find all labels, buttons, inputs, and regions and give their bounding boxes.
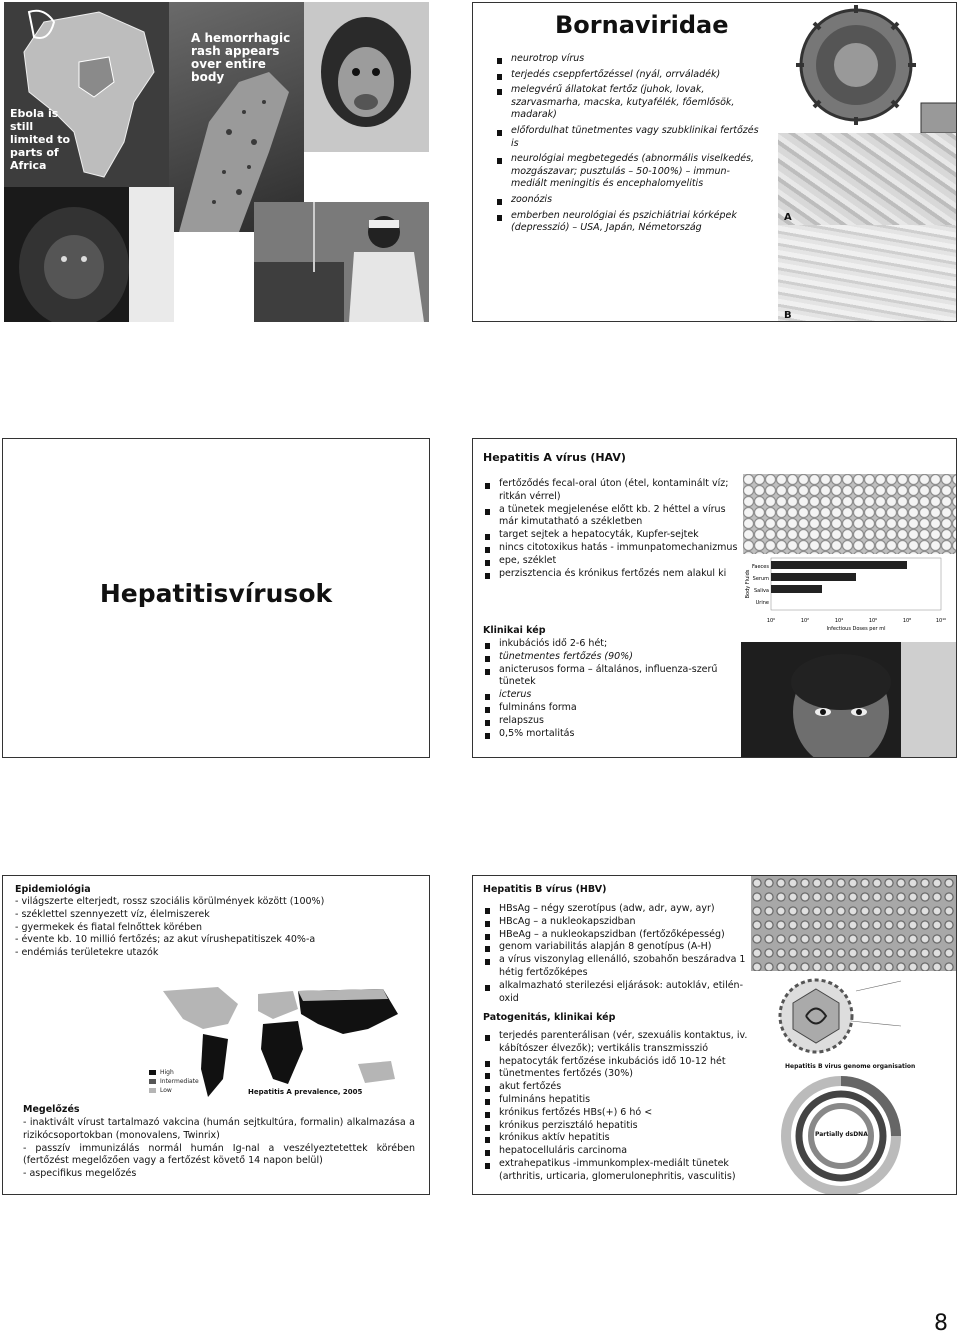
hbv-genome-diagram: [751, 1061, 957, 1195]
bullet-item: target sejtek a hepatocyták, Kupfer-sejtek: [483, 529, 741, 542]
bullet-item: melegvérű állatokat fertőz (juhok, lovak, szarvasmarha, macska, kutyafélék, főemlősök, madarak): [495, 84, 763, 122]
epi-list: [15, 896, 425, 960]
legend-item: Intermediate: [149, 1078, 199, 1085]
bullet-item: fulmináns forma: [483, 702, 741, 715]
bullet-item: krónikus fertőzés HBs(+) 6 hó <: [483, 1107, 748, 1120]
bullet-item: emberben neurológiai és pszichiátriai kórképek (depresszió) – USA, Japán, Németország: [495, 210, 763, 235]
bullet-item: HBcAg – a nukleokapszidban: [483, 916, 748, 929]
slide-title: Bornaviridae: [555, 11, 729, 39]
slide-ebola-images: [4, 2, 429, 322]
bullet-item: krónikus perzisztáló hepatitis: [483, 1120, 748, 1133]
category-label: Saliva: [753, 588, 769, 594]
x-tick-label: 10⁸: [902, 618, 912, 624]
epi-item: - évente kb. 10 millió fertőzés; az akut vírushepatitiszek 40%-a: [15, 934, 316, 946]
medical-worker-image: [254, 202, 429, 322]
bullet-item: terjedés parenterálisan (vér, szexuális kontaktus, iv. kábítószer élvezők); vertikális transzmisszió: [483, 1030, 748, 1056]
prevention-item: - aspecifikus megelőzés: [23, 1168, 137, 1180]
bullet-item: inkubációs idő 2-6 hét;: [483, 638, 741, 651]
map-caption: Ebola is still limited to parts of Africa: [10, 107, 71, 172]
x-tick-label: 10⁰: [766, 618, 776, 624]
bullet-item: hepatocyták fertőzése inkubációs idő 10-12 hét: [483, 1056, 748, 1069]
rash-caption: A hemorrhagic rash appears over entire body: [191, 31, 291, 84]
genome-circle-icon: [751, 1061, 957, 1195]
bullet-item: akut fertőzés: [483, 1081, 748, 1094]
epi-item: - endémiás területekre utazók: [15, 947, 159, 959]
slide-hepatitis-a: [472, 438, 957, 758]
x-tick-label: 10⁴: [834, 618, 844, 624]
hbv-electron-micrograph: [751, 876, 957, 971]
slide-hav-epidemiology: [2, 875, 430, 1195]
histology-image-a: [778, 133, 957, 225]
map-legend: [149, 1069, 199, 1094]
slide-bornaviridae: [472, 2, 957, 322]
icterus-patient-photo: [741, 642, 957, 758]
category-label: Urine: [755, 600, 769, 606]
slide-title: Hepatitis A vírus (HAV): [483, 451, 626, 464]
gorilla-image: [4, 187, 174, 322]
bullet-item: előfordulhat tünetmentes vagy szubklinikai fertőzés is: [495, 125, 763, 150]
hbv-bullets: [483, 903, 748, 1005]
y-axis-label: Body Fluids: [745, 569, 751, 599]
hemorrhagic-rash-image: [169, 2, 304, 232]
map-title: Hepatitis A prevalence, 2005: [248, 1088, 363, 1096]
bar: [771, 561, 907, 569]
bullet-item: extrahepatikus -immunkomplex-mediált tünetek (arthritis, urticaria, glomerulonephritis, vasculitis): [483, 1158, 748, 1184]
label-b: B: [784, 310, 792, 321]
genome-title: Hepatitis B virus genome organisation: [785, 1063, 916, 1070]
prevention-list: [23, 1117, 415, 1181]
category-label: Serum: [752, 576, 769, 582]
bullet-item: krónikus aktív hepatitis: [483, 1132, 748, 1145]
bullet-item: neurológiai megbetegedés (abnormális viselkedés, mozgászavar; pusztulás – 50-100%) – immun-mediált meningitis és encephalomyelitis: [495, 153, 763, 191]
patho-title: Patogenitás, klinikai kép: [483, 1012, 616, 1023]
africa-map-image: [4, 2, 174, 187]
bullet-item: fertőződés fecal-oral úton (étel, kontaminált víz; ritkán vérrel): [483, 478, 741, 504]
bullet-item: nincs citotoxikus hatás - immunpatomechanizmus: [483, 542, 741, 555]
slide-title: Hepatitis B vírus (HBV): [483, 884, 607, 895]
bullet-item: relapszus: [483, 715, 741, 728]
hav-bullets: [483, 478, 741, 580]
bornavirus-virion-image: [781, 3, 957, 133]
histology-image-b: [778, 225, 957, 322]
x-tick-label: 10⁶: [868, 618, 878, 624]
bullet-item: a tünetek megjelenése előtt kb. 2 héttel a vírus már kimutatható a székletben: [483, 504, 741, 530]
category-label: Faeces: [752, 564, 769, 570]
bar: [771, 573, 856, 581]
bar: [771, 585, 822, 593]
slide-hepatitis-b: [472, 875, 957, 1195]
x-axis-label: Infectious Doses per ml: [826, 626, 886, 632]
bullet-item: a vírus viszonylag ellenálló, szobahőn beszáradva 1 hétig fertőzőképes: [483, 954, 748, 980]
chimpanzee-image: [304, 2, 429, 152]
epi-item: - széklettel szennyezett víz, élelmiszerek: [15, 908, 210, 920]
bullet-item: fulmináns hepatitis: [483, 1094, 748, 1107]
bullet-item: 0,5% mortalitás: [483, 728, 741, 741]
bullet-item: HBeAg – a nukleokapszidban (fertőzőképesség): [483, 929, 748, 942]
bullet-item: zoonózis: [495, 194, 763, 207]
clinical-bullets: [483, 638, 741, 740]
slide-hepatitisvirusok: [2, 438, 430, 758]
slide-title: Hepatitisvírusok: [99, 579, 333, 608]
bullet-item: tünetmentes fertőzés (90%): [483, 651, 741, 664]
bullet-item: anicterusos forma – általános, influenza-szerű tünetek: [483, 664, 741, 690]
bullet-item: hepatocelluláris carcinoma: [483, 1145, 748, 1158]
partial-dna-label: Partially dsDNA: [815, 1131, 868, 1138]
body-fluids-chart-svg: [741, 554, 956, 644]
epi-title: Epidemiológia: [15, 884, 91, 895]
bullet-item: perzisztencia és krónikus fertőzés nem alakul ki: [483, 568, 741, 581]
bullet-item: neurotrop vírus: [495, 53, 763, 66]
clinical-title: Klinikai kép: [483, 625, 546, 636]
bullet-item: HBsAg – négy szerotípus (adw, adr, ayw, ayr): [483, 903, 748, 916]
epi-item: - gyermekek és fiatal felnőttek körében: [15, 921, 203, 933]
hbv-virion-diagram: [751, 971, 957, 1061]
bornaviridae-bullets: [495, 53, 763, 235]
bullet-item: epe, széklet: [483, 555, 741, 568]
bullet-item: genom variabilitás alapján 8 genotípus (A-H): [483, 941, 748, 954]
bullet-item: alkalmazható sterilezési eljárások: autokláv, etilén-oxid: [483, 980, 748, 1006]
bullet-item: terjedés cseppfertőzéssel (nyál, orrváladék): [495, 69, 763, 82]
legend-item: Low: [149, 1087, 199, 1094]
bullet-item: icterus: [483, 689, 741, 702]
label-a: A: [784, 212, 792, 223]
epi-item: - világszerte elterjedt, rossz szociális körülmények között (100%): [15, 896, 325, 907]
legend-item: High: [149, 1069, 199, 1076]
patho-bullets: [483, 1030, 748, 1184]
x-tick-label: 10²: [800, 618, 810, 624]
prevention-item: - inaktivált vírust tartalmazó vakcina (humán sejtkultúra, formalin) alkalmazása a rizikócsoportokban (monovalens, Twinrix): [23, 1117, 415, 1141]
x-tick-label: 10¹⁰: [935, 618, 947, 624]
page-number: 8: [934, 1311, 948, 1336]
bullet-item: tünetmentes fertőzés (30%): [483, 1068, 748, 1081]
prevention-item: - passzív immunizálás normál humán Ig-nal a veszélyeztetettek körében (fertőzést megelőzően vagy a fertőzést követő 14 napon belül): [23, 1142, 415, 1167]
prevention-title: Megelőzés: [23, 1104, 80, 1115]
body-fluids-chart: [741, 554, 956, 644]
